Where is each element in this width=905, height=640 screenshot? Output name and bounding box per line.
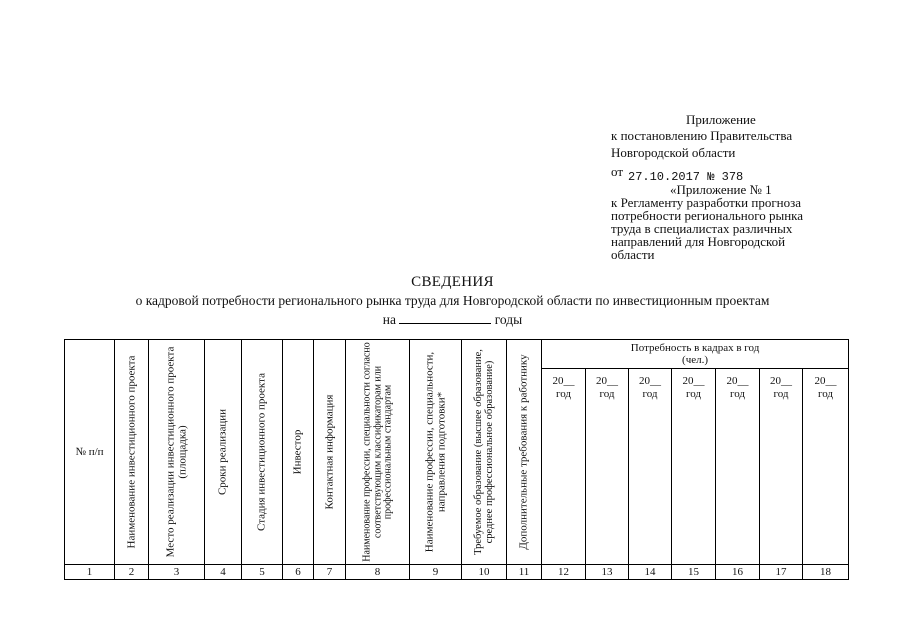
column-number: 3	[149, 565, 205, 580]
column-number: 18	[803, 565, 849, 580]
column-number: 12	[542, 565, 586, 580]
document-title: СВЕДЕНИЯ	[411, 274, 494, 290]
appendix-line: потребности регионального рынка	[611, 208, 804, 223]
col-header-terms: Сроки реализации	[205, 340, 242, 565]
column-number: 17	[760, 565, 803, 580]
col-header-profession: Наименование профессии, специальности, направления подготовки*	[410, 340, 462, 565]
col-header-investor: Инвестор	[283, 340, 314, 565]
year-cell: 20__ год	[586, 369, 629, 565]
column-number: 8	[346, 565, 410, 580]
col-header-project-name: Наименование инвестиционного проекта	[115, 340, 149, 565]
column-number: 2	[115, 565, 149, 580]
staffing-table	[64, 339, 849, 580]
decree-date-number: 27.10.2017 № 378	[628, 170, 744, 184]
appendix-label: Приложение	[686, 112, 756, 127]
column-number: 14	[629, 565, 672, 580]
appendix-title: «Приложение № 1	[670, 182, 772, 197]
column-number: 10	[462, 565, 507, 580]
col-header-number: № п/п	[65, 340, 115, 565]
column-number-row	[65, 565, 849, 580]
years-prefix: на	[382, 312, 396, 327]
year-cell: 20__ год	[716, 369, 760, 565]
decree-from-prefix: от	[611, 164, 624, 179]
year-cell: 20__ год	[803, 369, 849, 565]
column-number: 11	[507, 565, 542, 580]
column-number: 15	[672, 565, 716, 580]
year-cell: 20__ год	[542, 369, 586, 565]
column-number: 9	[410, 565, 462, 580]
appendix-description	[611, 196, 841, 261]
appendix-line: к Регламенту разработки прогноза	[611, 195, 802, 210]
year-cell: 20__ год	[672, 369, 716, 565]
year-cell: 20__ год	[760, 369, 803, 565]
column-number: 16	[716, 565, 760, 580]
col-header-need: Потребность в кадрах в год (чел.)	[542, 340, 849, 369]
col-header-profession-classifier: Наименование профессии, специальности согласно соответствующим классификаторам или профессиональным стандартам	[346, 340, 410, 565]
appendix-line: труда в специалистах различных	[611, 221, 793, 236]
appendix-line: области	[611, 247, 655, 262]
column-number: 6	[283, 565, 314, 580]
years-suffix: годы	[494, 312, 523, 327]
year-cell: 20__ год	[629, 369, 672, 565]
appendix-line: направлений для Новгородской	[611, 234, 786, 249]
column-number: 4	[205, 565, 242, 580]
col-header-education: Требуемое образование (высшее образование, среднее профессиональное образование)	[462, 340, 507, 565]
document-subtitle: о кадровой потребности регионального рынка труда для Новгородской области по инвестиционным проектам	[135, 293, 770, 308]
column-number: 7	[314, 565, 346, 580]
col-header-location: Место реализации инвестиционного проекта (площадка)	[149, 340, 205, 565]
column-number: 13	[586, 565, 629, 580]
col-header-extra-requirements: Дополнительные требования к работнику	[507, 340, 542, 565]
years-blank	[399, 311, 491, 324]
column-number: 5	[242, 565, 283, 580]
col-header-contact: Контактная информация	[314, 340, 346, 565]
decree-reference: к постановлению Правительства	[611, 128, 793, 143]
column-number: 1	[65, 565, 115, 580]
region-name: Новгородской области	[611, 145, 736, 160]
col-header-stage: Стадия инвестиционного проекта	[242, 340, 283, 565]
years-line	[0, 311, 905, 328]
